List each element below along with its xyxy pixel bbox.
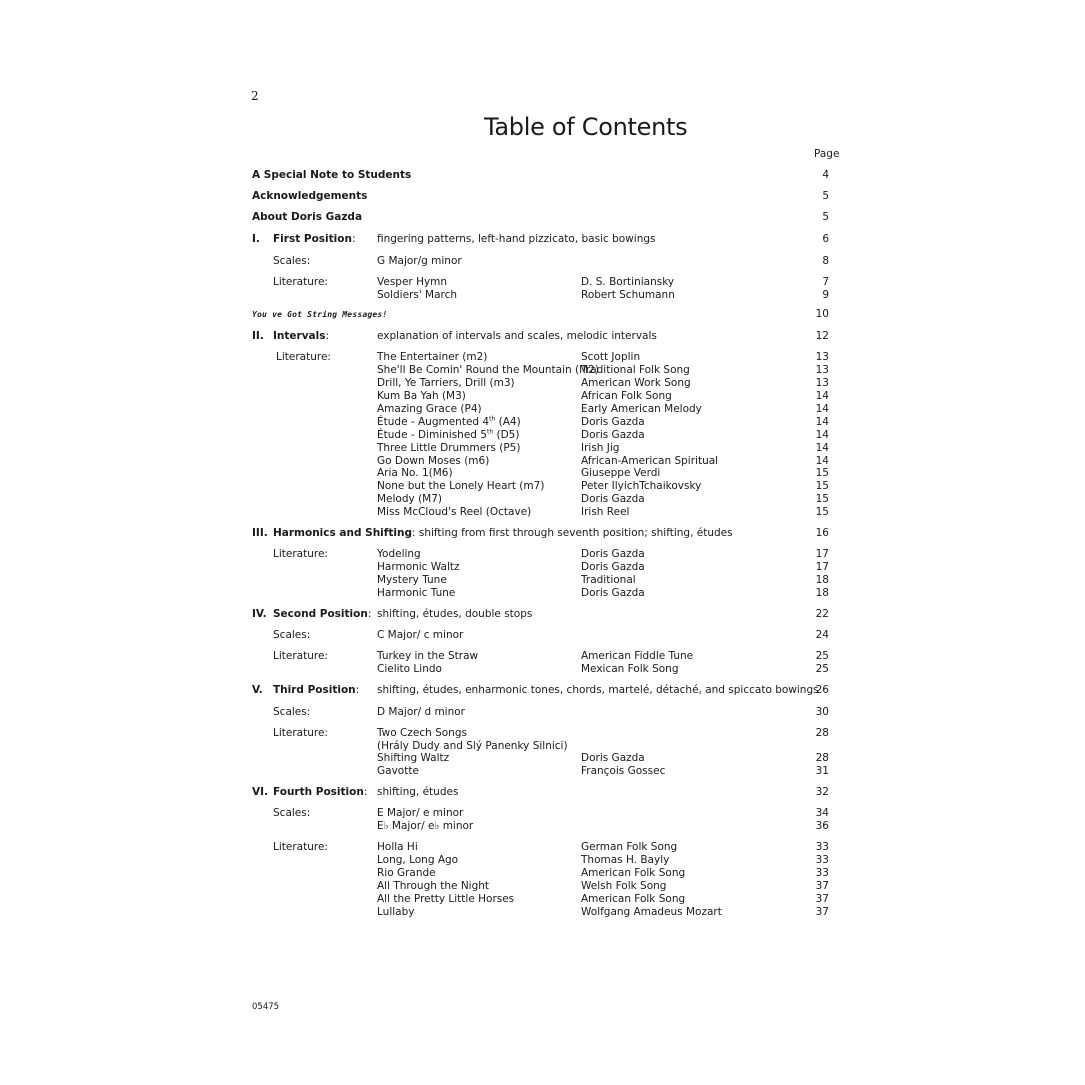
piece-title: Miss McCloud's Reel (Octave): [377, 506, 532, 518]
piece-title: Amazing Grace (P4): [377, 403, 482, 415]
piece-title: D Major/ d minor: [377, 706, 465, 718]
chapter-title-text: Harmonics and Shifting: [273, 527, 412, 539]
piece-title: Two Czech Songs: [377, 727, 467, 739]
section-label: Literature:: [273, 548, 328, 560]
toc-page-number: 28: [815, 727, 829, 739]
toc-page-number: 26: [815, 684, 829, 696]
piece-title: Turkey in the Straw: [377, 650, 479, 662]
toc-row: [0, 233, 1085, 247]
piece-composer: Traditional: [581, 574, 636, 586]
toc-row: [0, 752, 1085, 766]
toc-row: [0, 289, 1085, 303]
piece-title: Vesper Hymn: [377, 276, 448, 288]
chapter-description: fingering patterns, left-hand pizzicato, basic bowings: [377, 233, 656, 245]
piece-composer: Welsh Folk Song: [581, 880, 667, 892]
piece-title: Three Little Drummers (P5): [377, 442, 521, 454]
toc-row: [0, 390, 1085, 404]
piece-title: Harmonic Tune: [377, 587, 456, 599]
piece-title: E Major/ e minor: [377, 807, 464, 819]
piece-title: All Through the Night: [377, 880, 490, 892]
piece-title: Drill, Ye Tarriers, Drill (m3): [377, 377, 515, 389]
chapter-title: Fourth Position:: [273, 786, 368, 798]
piece-composer: American Folk Song: [581, 893, 686, 905]
toc-row: [0, 493, 1085, 507]
piece-title: Mystery Tune: [377, 574, 447, 586]
toc-page-number: 6: [822, 233, 829, 245]
toc-page-number: 9: [822, 289, 829, 301]
toc-row: [0, 629, 1085, 643]
toc-page-number: 33: [815, 854, 829, 866]
toc-row: [0, 190, 1085, 204]
piece-title: Aria No. 1(M6): [377, 467, 453, 479]
toc-row: [0, 377, 1085, 391]
piece-composer: Doris Gazda: [581, 561, 645, 573]
chapter-description: explanation of intervals and scales, melodic intervals: [377, 330, 657, 342]
toc-row: [0, 650, 1085, 664]
section-label: Scales:: [273, 807, 311, 819]
toc-row: [0, 561, 1085, 575]
toc-page-number: 10: [815, 308, 829, 320]
piece-composer: Doris Gazda: [581, 548, 645, 560]
toc-row: [0, 364, 1085, 378]
piece-composer: Irish Jig: [581, 442, 620, 454]
piece-composer: African-American Spiritual: [581, 455, 719, 467]
section-label: Literature:: [273, 650, 328, 662]
piece-composer: Irish Reel: [581, 506, 630, 518]
piece-title: She'll Be Comin' Round the Mountain (M2): [377, 364, 599, 376]
toc-entry-title: A Special Note to Students: [252, 169, 412, 181]
toc-page-number: 7: [822, 276, 829, 288]
chapter-title-text: Intervals: [273, 330, 326, 342]
section-label: Literature:: [273, 727, 328, 739]
toc-row: [0, 608, 1085, 622]
toc-row: [0, 255, 1085, 269]
piece-composer: German Folk Song: [581, 841, 678, 853]
toc-page-number: 18: [815, 587, 829, 599]
section-label: Scales:: [273, 706, 311, 718]
toc-page-number: 14: [815, 455, 829, 467]
chapter-description: shifting, études: [377, 786, 459, 798]
toc-page-number: 17: [815, 561, 829, 573]
toc-row: [0, 211, 1085, 225]
chapter-description: shifting, études, double stops: [377, 608, 533, 620]
toc-page-number: 14: [815, 429, 829, 441]
chapter-title: Second Position:: [273, 608, 372, 620]
toc-page-number: 13: [815, 351, 829, 363]
toc-page-number: 12: [815, 330, 829, 342]
toc-page-number: 13: [815, 364, 829, 376]
chapter-title: Third Position:: [273, 684, 360, 696]
toc-row: [0, 467, 1085, 481]
toc-page-number: 4: [822, 169, 829, 181]
chapter-title-text: Fourth Position: [273, 786, 364, 798]
piece-title: None but the Lonely Heart (m7): [377, 480, 545, 492]
piece-title: Kum Ba Yah (M3): [377, 390, 466, 402]
piece-title: Harmonic Waltz: [377, 561, 460, 573]
piece-title: Shifting Waltz: [377, 752, 450, 764]
piece-title: Cielito Lindo: [377, 663, 442, 675]
piece-title: Étude - Augmented 4th (A4): [377, 415, 521, 428]
chapter-number: V.: [252, 684, 263, 696]
piece-composer: American Work Song: [581, 377, 691, 389]
toc-row: [0, 527, 1085, 541]
toc-row: [0, 276, 1085, 290]
piece-title: (Hrály Dudy and Slý Panenky Silnici): [377, 740, 568, 752]
toc-page-number: 8: [822, 255, 829, 267]
piece-title: G Major/g minor: [377, 255, 462, 267]
toc-page-number: 17: [815, 548, 829, 560]
section-label: Literature:: [273, 841, 328, 853]
toc-page-number: 32: [815, 786, 829, 798]
toc-page-number: 14: [815, 442, 829, 454]
toc-page-number: 5: [822, 190, 829, 202]
piece-title: Lullaby: [377, 906, 415, 918]
piece-composer: Traditional Folk Song: [581, 364, 690, 376]
toc-row: [0, 574, 1085, 588]
toc-row: [0, 854, 1085, 868]
piece-composer: Doris Gazda: [581, 493, 645, 505]
piece-composer: Doris Gazda: [581, 752, 645, 764]
piece-composer: American Fiddle Tune: [581, 650, 694, 662]
piece-title: Soldiers' March: [377, 289, 458, 301]
toc-page-number: 31: [815, 765, 829, 777]
toc-page-number: 14: [815, 390, 829, 402]
toc-row: [0, 330, 1085, 344]
toc-row: [0, 765, 1085, 779]
toc-page-number: 15: [815, 493, 829, 505]
chapter-number: I.: [252, 233, 260, 245]
piece-title: Long, Long Ago: [377, 854, 459, 866]
chapter-title: First Position:: [273, 233, 356, 245]
toc-page-number: 33: [815, 841, 829, 853]
toc-row: [0, 807, 1085, 821]
toc-row: [0, 169, 1085, 183]
piece-composer: Doris Gazda: [581, 587, 645, 599]
toc-row: [0, 308, 1085, 322]
piece-title: C Major/ c minor: [377, 629, 464, 641]
piece-title: Holla Hi: [377, 841, 418, 853]
piece-composer: Peter IlyichTchaikovsky: [581, 480, 702, 492]
toc-row: [0, 480, 1085, 494]
chapter-description: shifting, études, enharmonic tones, chords, martelé, détaché, and spiccato bowings: [377, 684, 819, 696]
piece-composer: Mexican Folk Song: [581, 663, 679, 675]
toc-page-number: 18: [815, 574, 829, 586]
section-label: Scales:: [273, 255, 311, 267]
piece-title: Étude - Diminished 5th (D5): [377, 428, 520, 441]
toc-row: [0, 786, 1085, 800]
toc-row: [0, 442, 1085, 456]
chapter-number: VI.: [252, 786, 269, 798]
piece-title: Gavotte: [377, 765, 419, 777]
piece-title: The Entertainer (m2): [377, 351, 488, 363]
toc-row: [0, 684, 1085, 698]
footer-code: 05475: [252, 1002, 280, 1012]
toc-page-number: 37: [815, 880, 829, 892]
piece-title: E♭ Major/ e♭ minor: [377, 820, 474, 832]
toc-page-number: 37: [815, 893, 829, 905]
toc-page-number: 36: [815, 820, 829, 832]
chapter-number: IV.: [252, 608, 267, 620]
piece-composer: Giuseppe Verdi: [581, 467, 661, 479]
piece-title: Yodeling: [377, 548, 421, 560]
piece-composer: African Folk Song: [581, 390, 672, 402]
chapter-title: Harmonics and Shifting: shifting from first through seventh position; shifting, études: [273, 527, 733, 539]
toc-row: [0, 820, 1085, 834]
toc-row: [0, 587, 1085, 601]
toc-page-number: 24: [815, 629, 829, 641]
toc-page-number: 15: [815, 467, 829, 479]
piece-composer: Doris Gazda: [581, 429, 645, 441]
chapter-title-text: First Position: [273, 233, 352, 245]
piece-composer: Thomas H. Bayly: [581, 854, 670, 866]
section-label: Literature:: [273, 276, 328, 288]
chapter-title-text: Third Position: [273, 684, 356, 696]
toc-page-number: 25: [815, 650, 829, 662]
toc-page-number: 13: [815, 377, 829, 389]
section-label: Literature:: [276, 351, 331, 363]
piece-title: Go Down Moses (m6): [377, 455, 490, 467]
toc-row: [0, 663, 1085, 677]
toc-row: [0, 906, 1085, 920]
piece-title: All the Pretty Little Horses: [377, 893, 515, 905]
toc-page-number: 5: [822, 211, 829, 223]
toc-row: [0, 893, 1085, 907]
toc-entry-title: Acknowledgements: [252, 190, 368, 202]
toc-page-number: 16: [815, 527, 829, 539]
piece-composer: Early American Melody: [581, 403, 702, 415]
page-title: Table of Contents: [484, 113, 688, 141]
special-section-title: You ve Got String Messages!: [252, 310, 388, 319]
chapter-title: Intervals:: [273, 330, 330, 342]
page-number: 2: [251, 89, 259, 103]
piece-composer: Doris Gazda: [581, 416, 645, 428]
toc-page-number: 37: [815, 906, 829, 918]
page-column-label: Page: [814, 148, 840, 160]
toc-page-number: 15: [815, 506, 829, 518]
toc-row: [0, 548, 1085, 562]
chapter-description: shifting from first through seventh position; shifting, études: [415, 527, 733, 539]
chapter-title-text: Second Position: [273, 608, 368, 620]
piece-composer: D. S. Bortiniansky: [581, 276, 675, 288]
toc-page-number: 22: [815, 608, 829, 620]
toc-page-number: 30: [815, 706, 829, 718]
piece-composer: Scott Joplin: [581, 351, 641, 363]
toc-row: [0, 429, 1085, 443]
section-label: Scales:: [273, 629, 311, 641]
toc-row: [0, 706, 1085, 720]
piece-composer: American Folk Song: [581, 867, 686, 879]
toc-entry-title: About Doris Gazda: [252, 211, 363, 223]
toc-row: [0, 351, 1085, 365]
toc-page-number: 15: [815, 480, 829, 492]
toc-page-number: 34: [815, 807, 829, 819]
toc-row: [0, 727, 1085, 741]
piece-composer: François Gossec: [581, 765, 666, 777]
chapter-number: III.: [252, 527, 268, 539]
piece-title: Melody (M7): [377, 493, 443, 505]
toc-page-number: 25: [815, 663, 829, 675]
toc-page-number: 33: [815, 867, 829, 879]
toc-row: [0, 867, 1085, 881]
piece-composer: Wolfgang Amadeus Mozart: [581, 906, 722, 918]
toc-row: [0, 416, 1085, 430]
toc-row: [0, 506, 1085, 520]
toc-row: [0, 841, 1085, 855]
chapter-number: II.: [252, 330, 264, 342]
toc-page-number: 28: [815, 752, 829, 764]
toc-page-number: 14: [815, 416, 829, 428]
piece-title: Rio Grande: [377, 867, 436, 879]
toc-row: [0, 403, 1085, 417]
toc-page-number: 14: [815, 403, 829, 415]
toc-row: [0, 880, 1085, 894]
piece-composer: Robert Schumann: [581, 289, 675, 301]
